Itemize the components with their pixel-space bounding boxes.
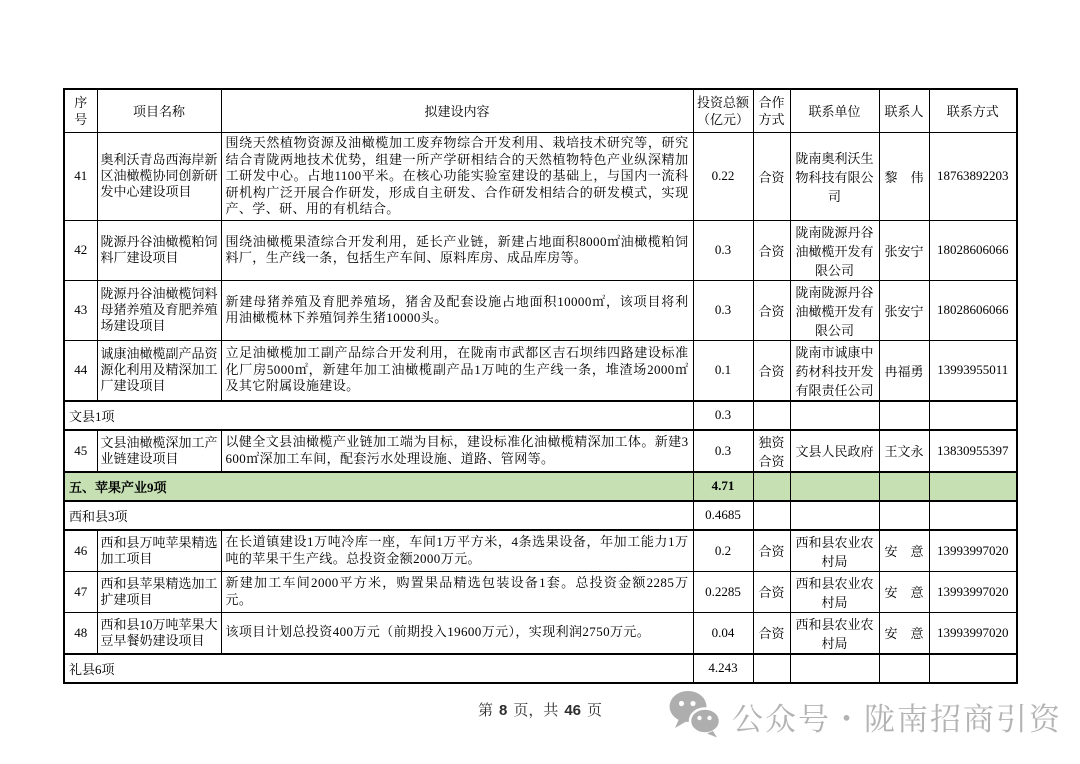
- cell-cooperation-mode: [753, 501, 790, 530]
- project-row: [64, 612, 1017, 654]
- cell-contact-phone: [929, 472, 1017, 501]
- cell-contact-person: 张安宁: [879, 280, 929, 340]
- column-header-5: 联系单位: [790, 89, 879, 133]
- cell-contact-person: 安 意: [879, 612, 929, 654]
- cell-contact-person: 张安宁: [879, 220, 929, 280]
- cell-group-label: 西和县3项: [64, 501, 693, 530]
- wechat-icon: [668, 690, 722, 743]
- column-header-4: 合作方式: [753, 89, 790, 133]
- cell-cooperation-mode: 合资: [753, 530, 790, 572]
- cell-cooperation-mode: [753, 401, 790, 430]
- cell-contact-person: [879, 654, 929, 683]
- project-row: [64, 340, 1017, 401]
- cell-contact-unit: [790, 654, 879, 683]
- cell-project-name: 西和县万吨苹果精选加工项目: [97, 530, 221, 572]
- cell-contact-phone: 18763892203: [929, 133, 1017, 221]
- cell-cooperation-mode: [753, 654, 790, 683]
- cell-contact-phone: 13993997020: [929, 530, 1017, 572]
- cell-cooperation-mode: 合资: [753, 133, 790, 221]
- cell-contact-person: [879, 472, 929, 501]
- cell-project-name: 奥利沃青岛西海岸新区油橄榄协同创新研发中心建设项目: [97, 133, 221, 221]
- cell-contact-person: 黎 伟: [879, 133, 929, 221]
- subtotal-row: [64, 401, 1017, 430]
- cell-contact-phone: 13830955397: [929, 430, 1017, 472]
- cell-contact-unit: 文县人民政府: [790, 430, 879, 472]
- cell-contact-person: 安 意: [879, 571, 929, 612]
- cell-contact-unit: 西和县农业农村局: [790, 530, 879, 572]
- cell-contact-phone: [929, 654, 1017, 683]
- cell-contact-person: 安 意: [879, 530, 929, 572]
- cell-construction-content: 以健全文县油橄榄产业链加工端为目标，建设标准化油橄榄精深加工体。新建3600㎡深加工车间，配套污水处理设施、道路、管网等。: [221, 430, 693, 472]
- cell-contact-phone: [929, 501, 1017, 530]
- cell-cooperation-mode: 合资: [753, 280, 790, 340]
- subtotal-row: [64, 501, 1017, 530]
- watermark-text: 公众号・陇南招商引资: [732, 702, 1062, 737]
- cell-project-name: 西和县苹果精选加工扩建项目: [97, 571, 221, 612]
- cell-project-name: 文县油橄榄深加工产业链建设项目: [97, 430, 221, 472]
- cell-contact-unit: 陇南市诚康中药材科技开发有限责任公司: [790, 340, 879, 401]
- cell-project-name: 陇源丹谷油橄榄饲料母猪养殖及育肥养殖场建设项目: [97, 280, 221, 340]
- cell-contact-person: 王文永: [879, 430, 929, 472]
- cell-cooperation-mode: 合资: [753, 220, 790, 280]
- cell-serial-number: 42: [64, 220, 97, 280]
- cell-group-label: 礼县6项: [64, 654, 693, 683]
- cell-cooperation-mode: 合资: [753, 571, 790, 612]
- column-header-0: 序号: [64, 89, 97, 133]
- cell-investment-amount: 4.71: [693, 472, 753, 501]
- footer-label: 第: [477, 702, 493, 719]
- cell-serial-number: 48: [64, 612, 97, 654]
- cell-serial-number: 46: [64, 530, 97, 572]
- cell-group-label: 五、苹果产业9项: [64, 472, 693, 501]
- cell-cooperation-mode: 合资: [753, 612, 790, 654]
- cell-cooperation-mode: 合资: [753, 340, 790, 401]
- projects-table: [63, 88, 1018, 684]
- cell-contact-phone: [929, 401, 1017, 430]
- cell-construction-content: 新建加工车间2000平方米，购置果品精选包装设备1套。总投资金额2285万元。: [221, 571, 693, 612]
- cell-contact-phone: 13993955011: [929, 340, 1017, 401]
- cell-construction-content: 该项目计划总投资400万元（前期投入19600万元），实现利润2750万元。: [221, 612, 693, 654]
- column-header-7: 联系方式: [929, 89, 1017, 133]
- cell-investment-amount: 0.2: [693, 530, 753, 572]
- table-body: [64, 133, 1017, 683]
- column-header-2: 拟建设内容: [221, 89, 693, 133]
- cell-contact-person: 冉福勇: [879, 340, 929, 401]
- cell-contact-unit: 西和县农业农村局: [790, 571, 879, 612]
- cell-construction-content: 新建母猪养殖及育肥养殖场，猪舍及配套设施占地面积10000㎡，该项目将利用油橄榄林下养殖饲养生猪10000头。: [221, 280, 693, 340]
- cell-construction-content: 在长道镇建设1万吨冷库一座，车间1万平方米，4条选果设备，年加工能力1万吨的苹果干生产线。总投资金额2000万元。: [221, 530, 693, 572]
- cell-serial-number: 45: [64, 430, 97, 472]
- cell-cooperation-mode: [753, 472, 790, 501]
- cell-investment-amount: 0.3: [693, 430, 753, 472]
- cell-contact-person: [879, 501, 929, 530]
- project-row: [64, 220, 1017, 280]
- cell-investment-amount: 0.3: [693, 220, 753, 280]
- project-row: [64, 280, 1017, 340]
- cell-investment-amount: 0.4685: [693, 501, 753, 530]
- cell-contact-phone: 13993997020: [929, 612, 1017, 654]
- cell-contact-unit: 陇南奥利沃生物科技有限公司: [790, 133, 879, 221]
- cell-contact-unit: 陇南陇源丹谷油橄榄开发有限公司: [790, 280, 879, 340]
- cell-construction-content: 围绕油橄榄果渣综合开发利用，延长产业链，新建占地面积8000㎡油橄榄粕饲料厂，生产线一条，包括生产车间、原料库房、成品库房等。: [221, 220, 693, 280]
- page-number: 8: [498, 702, 508, 719]
- cell-contact-unit: [790, 501, 879, 530]
- cell-investment-amount: 0.2285: [693, 571, 753, 612]
- column-header-1: 项目名称: [97, 89, 221, 133]
- project-row: [64, 133, 1017, 221]
- cell-investment-amount: 4.243: [693, 654, 753, 683]
- cell-serial-number: 44: [64, 340, 97, 401]
- cell-cooperation-mode: 独资合资: [753, 430, 790, 472]
- section-row: [64, 472, 1017, 501]
- projects-table-wrapper: [63, 88, 1018, 684]
- cell-serial-number: 41: [64, 133, 97, 221]
- cell-contact-phone: 18028606066: [929, 280, 1017, 340]
- cell-serial-number: 43: [64, 280, 97, 340]
- cell-contact-phone: 18028606066: [929, 220, 1017, 280]
- cell-contact-unit: [790, 401, 879, 430]
- cell-investment-amount: 0.1: [693, 340, 753, 401]
- footer-label: 页，共: [513, 702, 559, 719]
- cell-investment-amount: 0.22: [693, 133, 753, 221]
- cell-project-name: 诚康油橄榄副产品资源化利用及精深加工厂建设项目: [97, 340, 221, 401]
- column-header-6: 联系人: [879, 89, 929, 133]
- cell-investment-amount: 0.3: [693, 280, 753, 340]
- cell-contact-unit: [790, 472, 879, 501]
- footer-label: 页: [587, 702, 603, 719]
- cell-construction-content: 围绕天然植物资源及油橄榄加工废弃物综合开发利用、栽培技术研究等，研究结合青陇两地技术优势，组建一所产学研相结合的天然植物特色产业纵深精加工研发中心。占地1100平米。在核心功能实验室建设的基础上，与国内一流科研机构广泛开展合作研发，形成自主研发、合作研发相结合的研发模式，实现产、学、研、用的有机结合。: [221, 133, 693, 221]
- column-header-3: 投资总额（亿元）: [693, 89, 753, 133]
- project-row: [64, 430, 1017, 472]
- watermark: [668, 690, 1062, 743]
- cell-serial-number: 47: [64, 571, 97, 612]
- project-row: [64, 571, 1017, 612]
- cell-investment-amount: 0.04: [693, 612, 753, 654]
- cell-group-label: 文县1项: [64, 401, 693, 430]
- subtotal-row: [64, 654, 1017, 683]
- cell-construction-content: 立足油橄榄加工副产品综合开发利用，在陇南市武都区吉石坝纬四路建设标准化厂房5000㎡，新建年加工油橄榄副产品1万吨的生产线一条，堆渣场2000㎡及其它附属设施建设。: [221, 340, 693, 401]
- cell-contact-phone: 13993997020: [929, 571, 1017, 612]
- cell-project-name: 西和县10万吨苹果大豆早餐奶建设项目: [97, 612, 221, 654]
- cell-investment-amount: 0.3: [693, 401, 753, 430]
- cell-contact-person: [879, 401, 929, 430]
- total-pages: 46: [564, 702, 582, 719]
- project-row: [64, 530, 1017, 572]
- cell-contact-unit: 西和县农业农村局: [790, 612, 879, 654]
- cell-project-name: 陇源丹谷油橄榄粕饲料厂建设项目: [97, 220, 221, 280]
- table-header-row: [64, 89, 1017, 133]
- cell-contact-unit: 陇南陇源丹谷油橄榄开发有限公司: [790, 220, 879, 280]
